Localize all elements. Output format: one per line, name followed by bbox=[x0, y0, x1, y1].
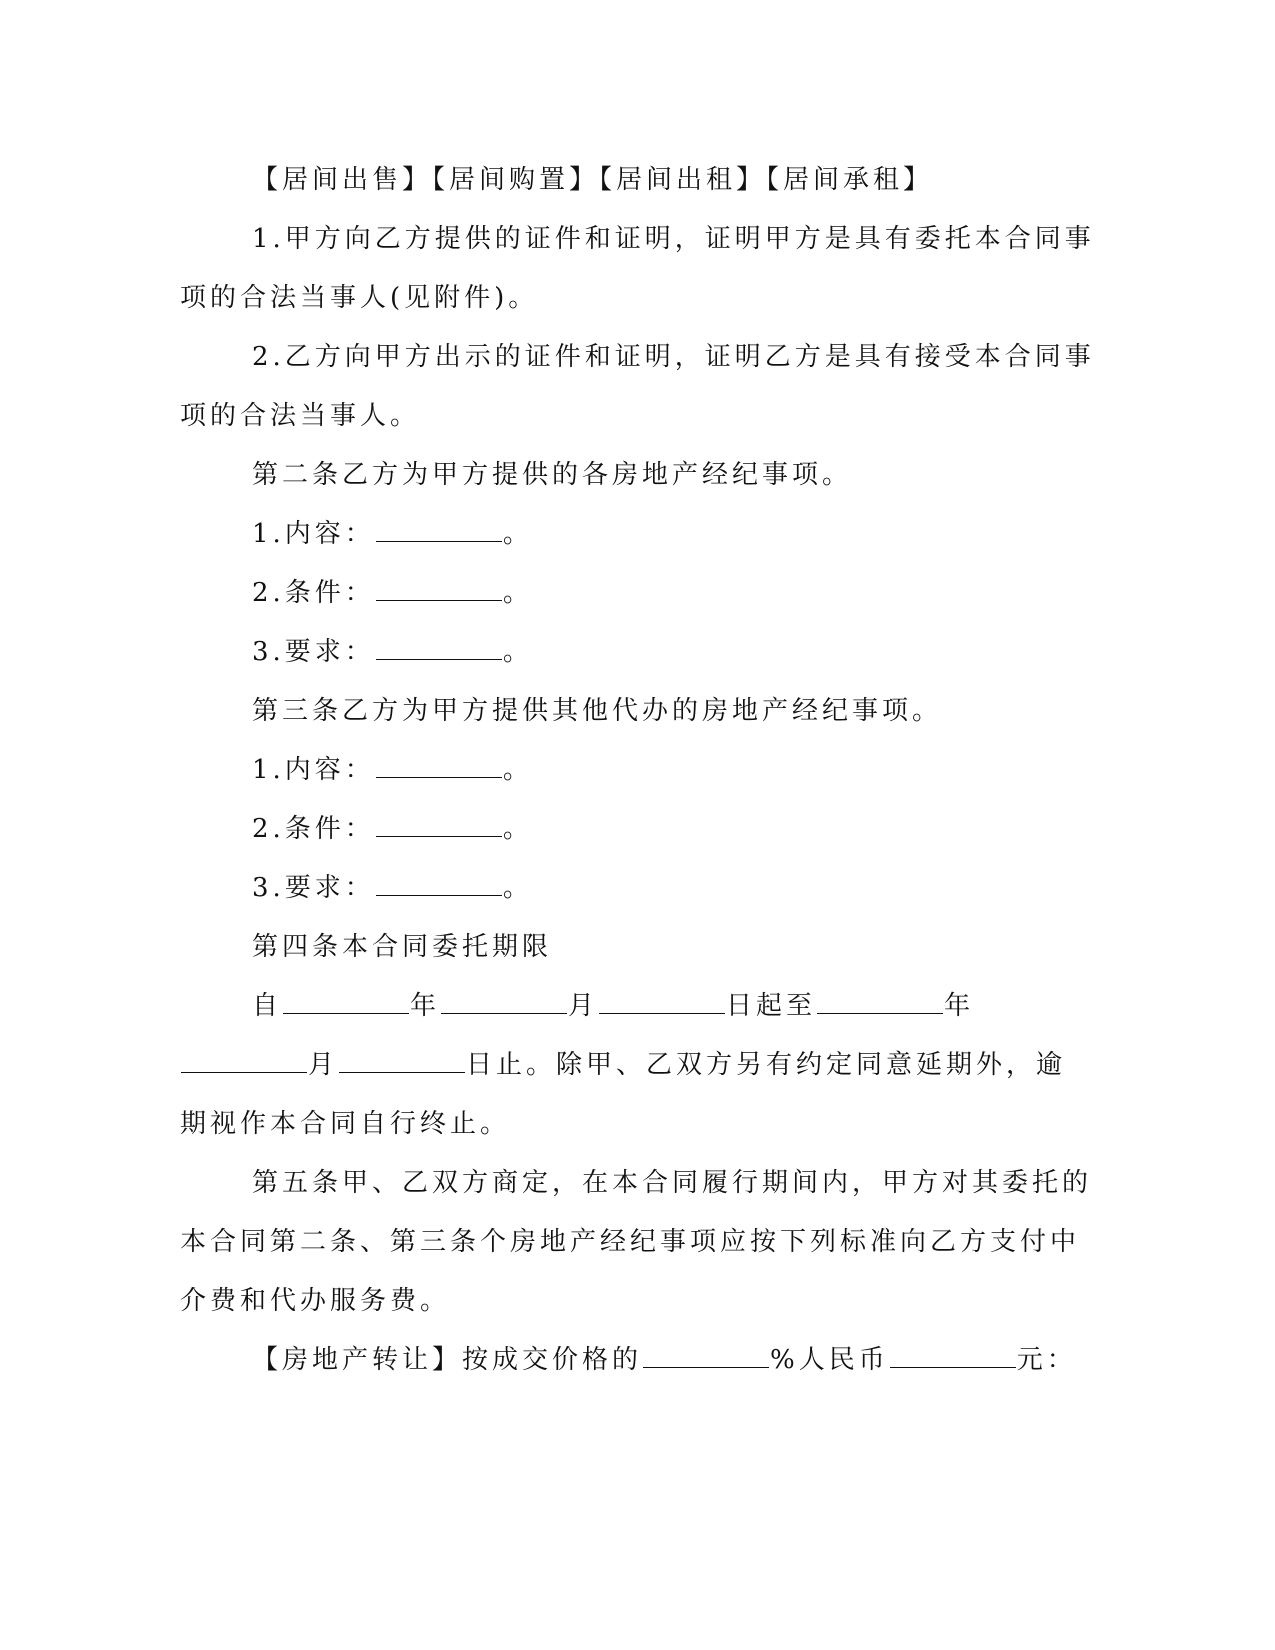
period-mark: 。 bbox=[502, 755, 533, 785]
item-label: 1.内容： bbox=[252, 755, 375, 785]
date-from-label: 自 bbox=[252, 991, 283, 1021]
year-label: 年 bbox=[410, 991, 441, 1021]
blank-field bbox=[376, 755, 502, 778]
article-5-line-2: 本合同第二条、第三条个房地产经纪事项应按下列标准向乙方支付中 bbox=[180, 1227, 1081, 1257]
article-3-title: 第三条乙方为甲方提供其他代办的房地产经纪事项。 bbox=[252, 696, 943, 726]
blank-month-start bbox=[441, 991, 567, 1014]
fee-unit-label: 元： bbox=[1016, 1345, 1077, 1375]
item-label: 3.要求： bbox=[252, 873, 375, 903]
blank-field bbox=[376, 578, 502, 601]
service-types-line: 【居间出售】【居间购置】【居间出租】【居间承租】 bbox=[252, 165, 934, 195]
article-2-item-content bbox=[252, 514, 533, 554]
fee-label: 【房地产转让】按成交价格的 bbox=[252, 1345, 643, 1375]
blank-year-start bbox=[283, 991, 409, 1014]
clause-2-line-2: 项的合法当事人。 bbox=[180, 401, 421, 431]
blank-month-end bbox=[181, 1050, 307, 1073]
item-label: 2.条件： bbox=[252, 814, 375, 844]
period-mark: 。 bbox=[502, 578, 533, 608]
article-2-title: 第二条乙方为甲方提供的各房地产经纪事项。 bbox=[252, 460, 853, 490]
blank-year-end bbox=[817, 991, 943, 1014]
fee-percent-label: %人民币 bbox=[770, 1345, 889, 1375]
article-3-item-content bbox=[252, 750, 533, 790]
article-4-date-line-1 bbox=[252, 986, 974, 1026]
article-4-line-3: 期视作本合同自行终止。 bbox=[180, 1109, 511, 1139]
blank-field bbox=[376, 873, 502, 896]
blank-day-end bbox=[339, 1050, 465, 1073]
fee-line bbox=[252, 1340, 1077, 1380]
article-2-item-condition bbox=[252, 573, 533, 613]
month-label: 月 bbox=[308, 1050, 339, 1080]
year-label: 年 bbox=[944, 991, 975, 1021]
clause-2-line-1: 2.乙方向甲方出示的证件和证明，证明乙方是具有接受本合同事 bbox=[252, 342, 1095, 372]
period-mark: 。 bbox=[502, 873, 533, 903]
article-4-date-line-2 bbox=[180, 1045, 1066, 1085]
item-label: 1.内容： bbox=[252, 519, 375, 549]
blank-field bbox=[376, 519, 502, 542]
blank-field bbox=[376, 637, 502, 660]
article-4-title: 第四条本合同委托期限 bbox=[252, 932, 553, 962]
day-from-label: 日起至 bbox=[726, 991, 817, 1021]
blank-amount bbox=[890, 1345, 1016, 1368]
period-mark: 。 bbox=[502, 814, 533, 844]
date-end-text: 日止。除甲、乙双方另有约定同意延期外，逾 bbox=[466, 1050, 1067, 1080]
item-label: 2.条件： bbox=[252, 578, 375, 608]
blank-day-start bbox=[599, 991, 725, 1014]
item-label: 3.要求： bbox=[252, 637, 375, 667]
period-mark: 。 bbox=[502, 637, 533, 667]
month-label: 月 bbox=[568, 991, 599, 1021]
article-2-item-requirement bbox=[252, 632, 533, 672]
period-mark: 。 bbox=[502, 519, 533, 549]
clause-1-line-1: 1.甲方向乙方提供的证件和证明，证明甲方是具有委托本合同事 bbox=[252, 224, 1095, 254]
article-5-line-1: 第五条甲、乙双方商定，在本合同履行期间内，甲方对其委托的 bbox=[252, 1168, 1093, 1198]
article-5-line-3: 介费和代办服务费。 bbox=[180, 1286, 451, 1316]
article-3-item-requirement bbox=[252, 868, 533, 908]
blank-field bbox=[376, 814, 502, 837]
article-3-item-condition bbox=[252, 809, 533, 849]
clause-1-line-2: 项的合法当事人(见附件)。 bbox=[180, 283, 539, 313]
blank-percent bbox=[643, 1345, 769, 1368]
